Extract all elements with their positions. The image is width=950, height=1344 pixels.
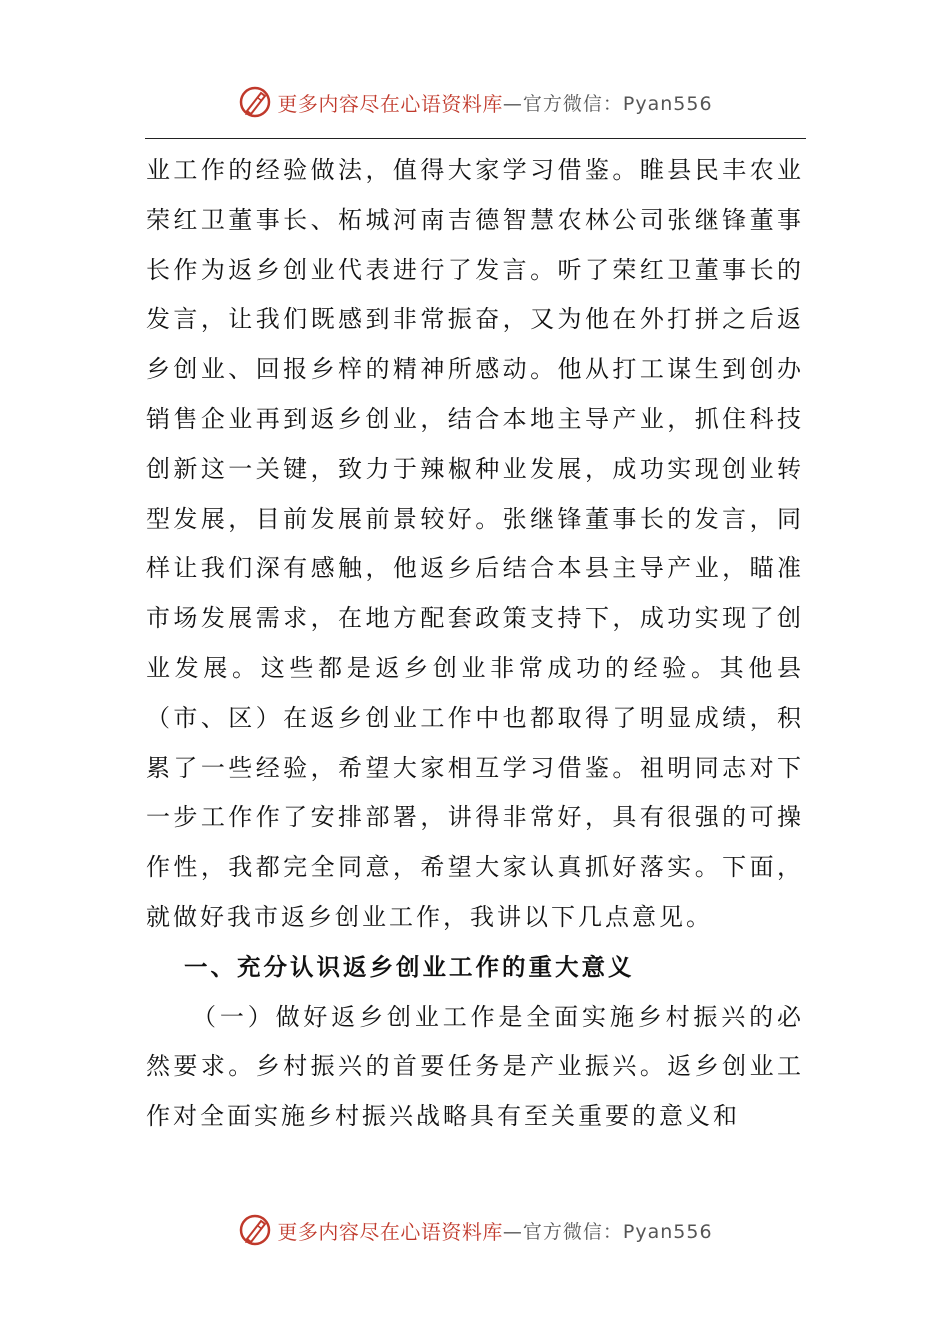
- section-heading: 一、充分认识返乡创业工作的重大意义: [184, 952, 635, 981]
- paragraph-continued: 业工作的经验做法，值得大家学习借鉴。睢县民丰农业荣红卫董事长、柘城河南吉德智慧农林公司张继锋董事长作为返乡创业代表进行了发言。听了荣红卫董事长的发言，让我们既感到非常振奋，又为他在外打拼之后返乡创业、回报乡梓的精神所感动。他从打工谋生到创办销售企业再到返乡创业，结合本地主导产业，抓住科技创新这一关键，致力于辣椒种业发展，成功实现创业转型发展，目前发展前景较好。张继锋董事长的发言，同样让我们深有感触，他返乡后结合本县主导产业，瞄准市场发展需求，在地方配套政策支持下，成功实现了创业发展。这些都是返乡创业非常成功的经验。其他县（市、区）在返乡创业工作中也都取得了明显成绩，积累了一些经验，希望大家相互学习借鉴。祖明同志对下一步工作作了安排部署，讲得非常好，具有很强的可操作性，我都完全同意，希望大家认真抓好落实。下面，就做好我市返乡创业工作，我讲以下几点意见。: [146, 156, 804, 931]
- footer-watermark: [0, 1210, 950, 1250]
- document-body: [146, 146, 804, 1142]
- pen-nib-logo-icon: [237, 84, 273, 120]
- footer-wechat: —官方微信：Pyan556: [502, 1220, 713, 1243]
- header-watermark: [0, 82, 950, 122]
- footer-site-name: 更多内容尽在心语资料库: [277, 1219, 503, 1244]
- pen-nib-logo-icon: [237, 1212, 273, 1248]
- header-divider: [145, 138, 806, 139]
- header-site-name: 更多内容尽在心语资料库: [277, 91, 503, 116]
- header-wechat: —官方微信：Pyan556: [502, 92, 713, 115]
- paragraph-subsection: （一）做好返乡创业工作是全面实施乡村振兴的必然要求。乡村振兴的首要任务是产业振兴。返乡创业工作对全面实施乡村振兴战略具有至关重要的意义和: [146, 1002, 804, 1131]
